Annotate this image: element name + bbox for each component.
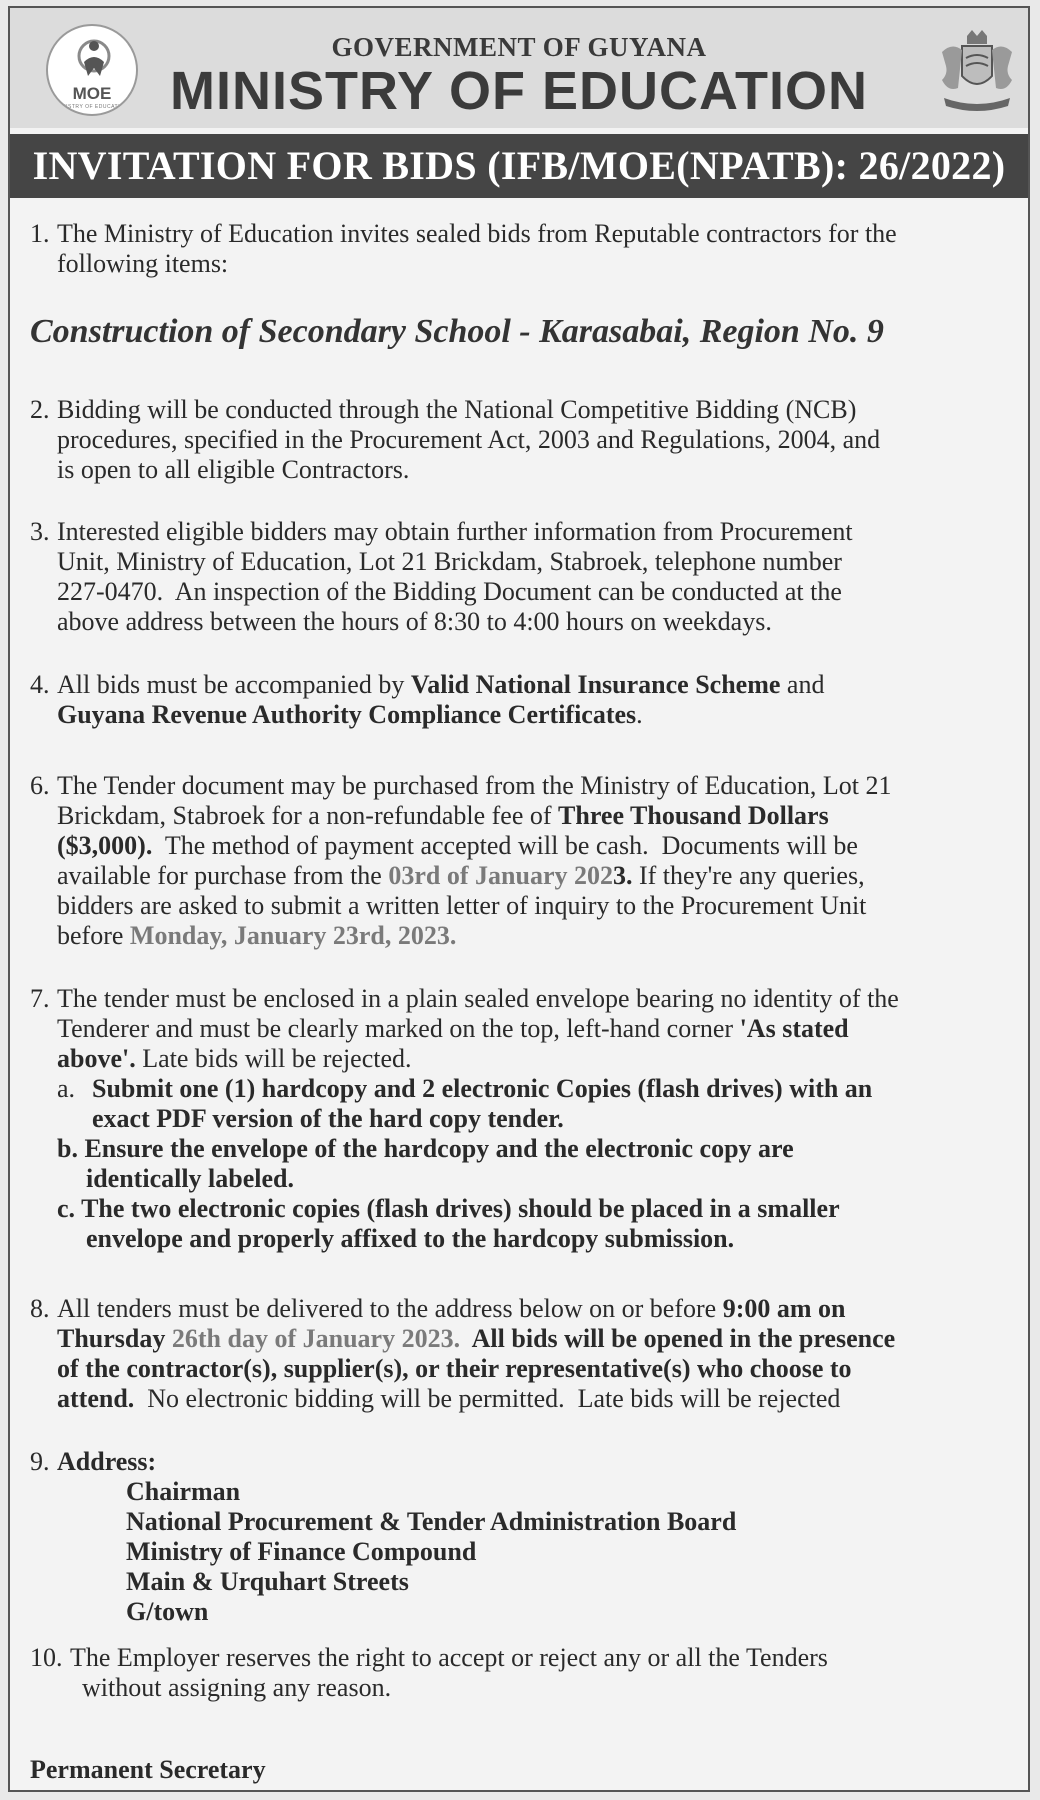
signature: Permanent Secretary <box>30 1755 266 1784</box>
notice-frame: MOE MINISTRY OF EDUCATION GOVERNMENT OF GUYANA MINISTRY OF EDUCATION INVITATION FOR BIDS (IFB/MOE(NPATB): 26/2022) 1. The Ministry of Education invites sealed bids from Reputable contractors for the following items: Construction of Secondary School - Karasabai, Region No. 9 2. Bidding will be conducted through the National Competitive Bidding (NCB) procedures, specified in the Procurement Act, 2003 and Regulations, 2004, and is open to all eligible Contractors. 3. Interested eligible bidders may obtain further information from Procurement Unit, Ministry of Education, Lot 21 Brickdam, Stabroek, telephone number 227-0470. An inspection of the Bidding Document can be conducted at the above address between the hours of 8:30 to 4:00 hours on weekdays. 4. All bids must be accompanied by Valid National Insurance Scheme and Guyana Revenue Authority Compliance Certificates. 6. The Tender document may be purchased from the Ministry of Education, Lot 21 Brickdam, Stabroek for a non-refundable fee of Three Thousand Dollars ($3,000). The method of payment accepted will be cash. Documents will be available for purchase from the 03rd of January 2023. If they're any queries, bidders are asked to submit a written letter of inquiry to the Procurement Unit before Monday, January 23rd, 2023. 7. The tender must be enclosed in a plain sealed envelope bearing no identity of the Tenderer and must be clearly marked on the top, left-hand corner 'As stated above'. Late bids will be rejected. a. Submit one (1) hardcopy and 2 electronic Copies (flash drives) with an exact PDF version of the hard copy tender. b. Ensure the envelope of the hardcopy and the electronic copy are identically labeled. c. The two electronic copies (flash drives) should be placed in a smaller envelope and properly affixed to the hardcopy submission. 8. All tenders must be delivered to the address below on or before 9:00 am on Thursday 26th day of January 2023. All bids will be opened in the presence of the contractor(s), supplier(s), or their representative(s) who choose to attend. No electronic bidding will be permitted. Late bids will be rejected 9. Address: Chairman National Procurement & Tender Administration Board Ministry of Finance Compound Main & Urquhart Streets G/town 10. The Employer reserves the right to accept or reject any or all the Tenders without assigning any reason. Permanent Secretary <box>8 6 1030 1792</box>
logo-subtext: MINISTRY OF EDUCATION <box>55 104 129 110</box>
sub-item-a: Submit one (1) hardcopy and 2 electronic Copies (flash drives) with an <box>92 1074 873 1103</box>
coat-of-arms-icon <box>934 28 1020 112</box>
government-heading: GOVERNMENT OF GUYANA <box>331 32 707 62</box>
project-title: Construction of Secondary School - Karasabai, Region No. 9 <box>30 313 884 350</box>
header <box>10 8 1028 128</box>
sub-item-a-label: a. <box>57 1074 76 1103</box>
ministry-heading: MINISTRY OF EDUCATION <box>169 61 868 121</box>
invitation-banner: INVITATION FOR BIDS (IFB/MOE(NPATB): 26/2022) <box>10 134 1028 198</box>
logo-text: MOE <box>72 84 112 103</box>
sub-item-b: b. Ensure the envelope of the hardcopy and the electronic copy are <box>57 1134 794 1163</box>
sub-item-c: c. The two electronic copies (flash drives) should be placed in a smaller <box>57 1194 840 1223</box>
address-label: Address: <box>57 1447 157 1476</box>
